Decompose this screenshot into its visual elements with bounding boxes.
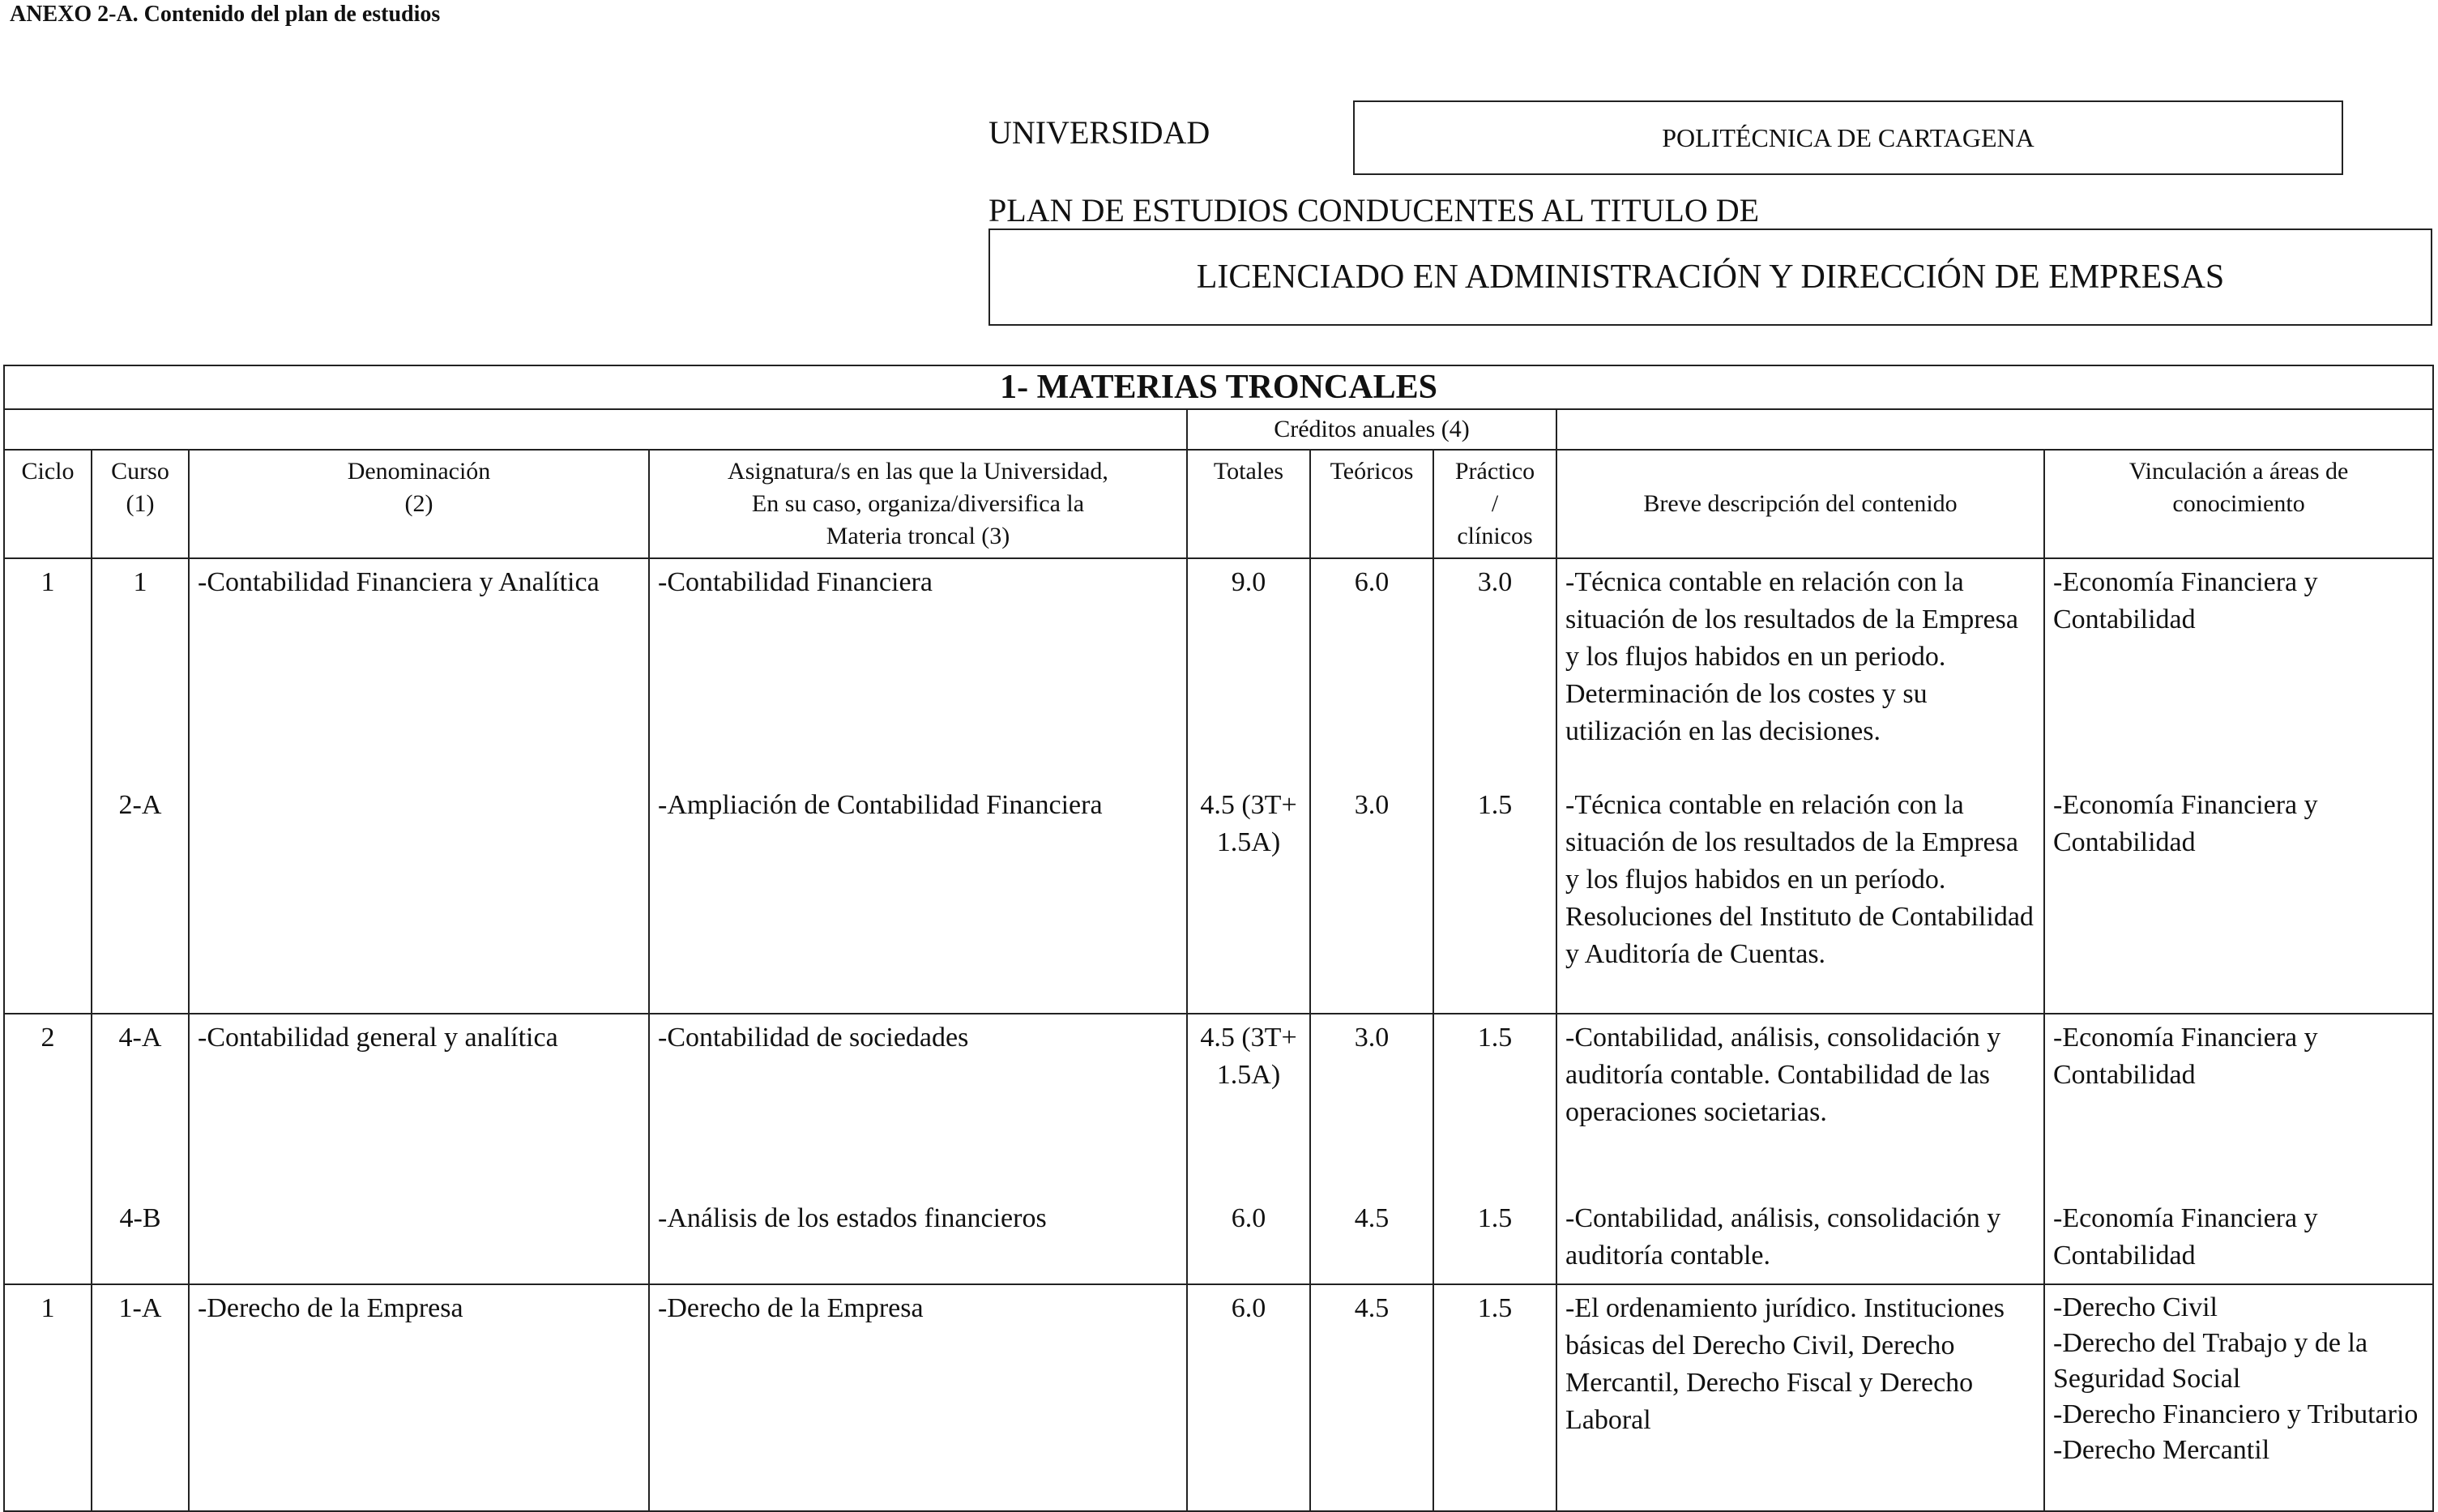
cell-ciclo: 2 xyxy=(4,1014,92,1284)
cell-curso: 4-B xyxy=(92,1195,189,1284)
degree-title-box xyxy=(988,229,2432,326)
cell-teoricos: 3.0 xyxy=(1310,782,1433,1014)
cell-curso: 4-A xyxy=(92,1014,189,1195)
cell-ciclo: 1 xyxy=(4,558,92,1014)
cell-totales: 9.0 xyxy=(1187,558,1310,782)
university-name-box xyxy=(1353,100,2343,175)
cell-asignatura: -Contabilidad Financiera xyxy=(649,558,1187,782)
subjects-table xyxy=(3,365,2434,1512)
cell-denominacion: -Contabilidad Financiera y Analítica xyxy=(189,558,649,1014)
header-totales: Totales xyxy=(1187,450,1310,558)
cell-curso: 2-A xyxy=(92,782,189,1014)
cell-denominacion: -Derecho de la Empresa xyxy=(189,1284,649,1511)
university-label: UNIVERSIDAD xyxy=(988,114,1210,151)
cell-descripcion: -El ordenamiento jurídico. Instituciones básicas del Derecho Civil, Derecho Mercantil, Derecho Fiscal y Derecho Laboral xyxy=(1556,1284,2044,1511)
header-blank-left xyxy=(4,409,1187,450)
university-name: POLITÉCNICA DE CARTAGENA xyxy=(1662,122,2035,152)
table-row xyxy=(4,558,2433,782)
table-row xyxy=(4,1014,2433,1195)
cell-descripcion: -Técnica contable en relación con la situación de los resultados de la Empresa y los flujos habidos en un período. Resoluciones del Instituto de Contabilidad y Auditoría de Cuentas. xyxy=(1556,782,2044,1014)
cell-descripcion: -Contabilidad, análisis, consolidación y auditoría contable. xyxy=(1556,1195,2044,1284)
cell-denominacion: -Contabilidad general y analítica xyxy=(189,1014,649,1284)
cell-asignatura: -Ampliación de Contabilidad Financiera xyxy=(649,782,1187,1014)
cell-teoricos: 4.5 xyxy=(1310,1284,1433,1511)
header-teoricos: Teóricos xyxy=(1310,450,1433,558)
cell-practicos: 1.5 xyxy=(1433,1195,1556,1284)
cell-ciclo: 1 xyxy=(4,1284,92,1511)
header-blank-right xyxy=(1556,409,2433,450)
section-title: 1- MATERIAS TRONCALES xyxy=(4,365,2433,409)
cell-descripcion: -Contabilidad, análisis, consolidación y auditoría contable. Contabilidad de las operaciones societarias. xyxy=(1556,1014,2044,1195)
cell-practicos: 1.5 xyxy=(1433,1014,1556,1195)
cell-practicos: 1.5 xyxy=(1433,1284,1556,1511)
cell-curso: 1-A xyxy=(92,1284,189,1511)
cell-asignatura: -Contabilidad de sociedades xyxy=(649,1014,1187,1195)
header-curso: Curso (1) xyxy=(92,450,189,558)
header-denominacion: Denominación (2) xyxy=(189,450,649,558)
header-descripcion: Breve descripción del contenido xyxy=(1556,450,2044,558)
cell-vinculacion: -Economía Financiera y Contabilidad xyxy=(2044,782,2433,1014)
header-ciclo: Ciclo xyxy=(4,450,92,558)
cell-totales: 4.5 (3T+ 1.5A) xyxy=(1187,782,1310,1014)
cell-vinculacion: -Derecho Civil -Derecho del Trabajo y de la Seguridad Social -Derecho Financiero y Tributario -Derecho Mercantil xyxy=(2044,1284,2433,1511)
cell-teoricos: 6.0 xyxy=(1310,558,1433,782)
cell-asignatura: -Análisis de los estados financieros xyxy=(649,1195,1187,1284)
cell-teoricos: 3.0 xyxy=(1310,1014,1433,1195)
annex-title: ANEXO 2-A. Contenido del plan de estudios xyxy=(10,2,441,27)
cell-teoricos: 4.5 xyxy=(1310,1195,1433,1284)
cell-totales: 6.0 xyxy=(1187,1195,1310,1284)
cell-curso: 1 xyxy=(92,558,189,782)
cell-totales: 6.0 xyxy=(1187,1284,1310,1511)
cell-totales: 4.5 (3T+ 1.5A) xyxy=(1187,1014,1310,1195)
cell-vinculacion: -Economía Financiera y Contabilidad xyxy=(2044,1014,2433,1195)
header-practicos: Práctico / clínicos xyxy=(1433,450,1556,558)
cell-asignatura: -Derecho de la Empresa xyxy=(649,1284,1187,1511)
cell-vinculacion: -Economía Financiera y Contabilidad xyxy=(2044,1195,2433,1284)
cell-practicos: 1.5 xyxy=(1433,782,1556,1014)
degree-title: LICENCIADO EN ADMINISTRACIÓN Y DIRECCIÓN DE EMPRESAS xyxy=(1196,258,2225,296)
cell-practicos: 3.0 xyxy=(1433,558,1556,782)
header-asignatura: Asignatura/s en las que la Universidad, En su caso, organiza/diversifica la Materia troncal (3) xyxy=(649,450,1187,558)
cell-vinculacion: -Economía Financiera y Contabilidad xyxy=(2044,558,2433,782)
credits-header: Créditos anuales (4) xyxy=(1187,409,1556,450)
plan-label: PLAN DE ESTUDIOS CONDUCENTES AL TITULO DE xyxy=(988,192,1760,229)
cell-descripcion: -Técnica contable en relación con la situación de los resultados de la Empresa y los flujos habidos en un periodo. Determinación de los costes y su utilización en las decisiones. xyxy=(1556,558,2044,782)
table-row xyxy=(4,1284,2433,1511)
header-vinculacion: Vinculación a áreas de conocimiento xyxy=(2044,450,2433,558)
